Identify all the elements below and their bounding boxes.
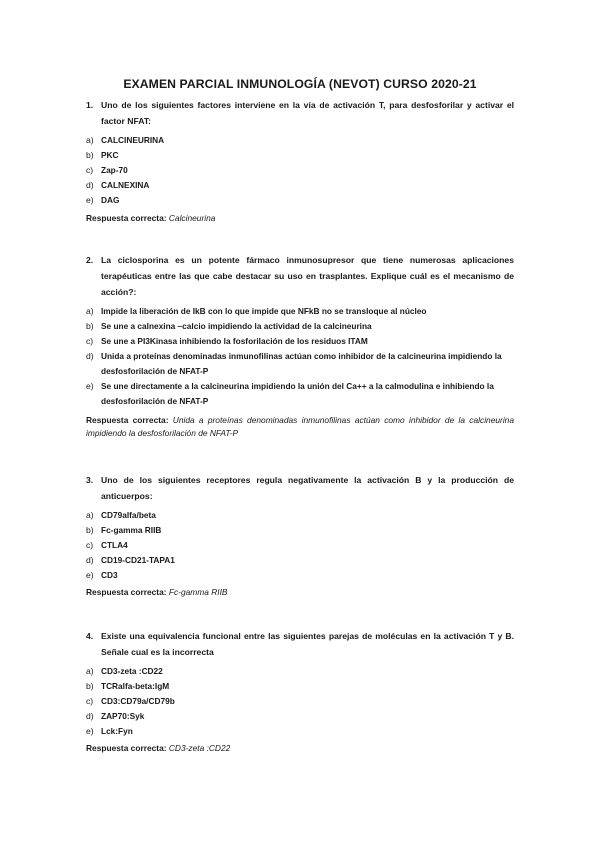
option-letter: c) [86, 165, 94, 175]
answer-label: Respuesta correcta: [86, 415, 169, 425]
question-4 [86, 628, 514, 739]
option-d [86, 349, 514, 379]
option-text: Fc-gamma RIIB [101, 525, 162, 535]
option-letter: c) [86, 696, 94, 706]
option-letter: e) [86, 726, 94, 736]
option-text: Se une a PI3Kinasa inhibiendo la fosforilación de los residuos ITAM [101, 336, 368, 346]
option-c [86, 694, 514, 709]
option-letter: d) [86, 180, 94, 190]
option-e [86, 379, 514, 409]
question-text [86, 628, 514, 660]
option-a [86, 508, 514, 523]
answer-text: Fc-gamma RIIB [168, 587, 228, 597]
option-a [86, 664, 514, 679]
answer-label: Respuesta correcta: [86, 587, 167, 597]
option-letter: b) [86, 150, 94, 160]
question-body: Existe una equivalencia funcional entre las siguientes parejas de moléculas en la activación T y B. Señale cual es la incorrecta [101, 631, 514, 657]
options-list [86, 508, 514, 583]
options-list [86, 133, 514, 208]
exam-title: EXAMEN PARCIAL INMUNOLOGÍA (NEVOT) CURSO 2020-21 [123, 77, 477, 91]
question-number: 3. [86, 475, 94, 485]
question-3 [86, 472, 514, 583]
question-body: La ciclosporina es un potente fármaco inmunosupresor que tiene numerosas aplicaciones terapéuticas entre las que cabe destacar su uso en trasplantes. Explique cuál es el mecanismo de acción?: [101, 255, 514, 297]
question-1 [86, 97, 514, 208]
answer-label: Respuesta correcta: [86, 743, 167, 753]
question-text [86, 252, 514, 300]
answer-label: Respuesta correcta: [86, 213, 167, 223]
option-text: CTLA4 [101, 540, 128, 550]
option-b [86, 148, 514, 163]
answer-3 [86, 586, 514, 599]
option-b [86, 523, 514, 538]
question-number: 4. [86, 631, 94, 641]
option-text: CD3 [101, 570, 118, 580]
option-letter: d) [86, 351, 94, 361]
option-text: Se une a calnexina –calcio impidiendo la actividad de la calcineurina [101, 321, 372, 331]
answer-text: CD3-zeta :CD22 [168, 743, 231, 753]
question-number: 1. [86, 100, 94, 110]
option-d [86, 178, 514, 193]
option-text: CALNEXINA [101, 180, 150, 190]
option-letter: e) [86, 570, 94, 580]
option-a [86, 304, 514, 319]
option-letter: b) [86, 525, 94, 535]
option-letter: d) [86, 555, 94, 565]
option-text: CD79alfa/beta [101, 510, 156, 520]
option-text: CD3:CD79a/CD79b [101, 696, 175, 706]
question-text [86, 472, 514, 504]
option-letter: c) [86, 540, 94, 550]
option-letter: c) [86, 336, 94, 346]
option-a [86, 133, 514, 148]
question-2 [86, 252, 514, 409]
option-letter: b) [86, 681, 94, 691]
option-text: Zap-70 [101, 165, 128, 175]
answer-text: Unida a proteínas denominadas inmunofilinas actúan como inhibidor de la calcineurina impidiendo la desfosforilación de NFAT-P [86, 415, 514, 438]
option-b [86, 679, 514, 694]
options-list [86, 304, 514, 409]
option-text: PKC [101, 150, 119, 160]
option-text: Lck:Fyn [101, 726, 133, 736]
answer-4 [86, 742, 514, 755]
option-letter: e) [86, 381, 94, 391]
option-text: Unida a proteínas denominadas inmunofilinas actúan como inhibidor de la calcineurina impidiendo la desfosforilación de NFAT-P [101, 351, 502, 376]
answer-text: Calcineurina [168, 213, 216, 223]
option-e [86, 568, 514, 583]
option-letter: d) [86, 711, 94, 721]
option-letter: a) [86, 306, 94, 316]
option-text: TCRalfa-beta:IgM [101, 681, 170, 691]
option-letter: e) [86, 195, 94, 205]
option-d [86, 709, 514, 724]
answer-1 [86, 212, 514, 225]
option-text: CD19-CD21-TAPA1 [101, 555, 175, 565]
question-body: Uno de los siguientes receptores regula negativamente la activación B y la producción de anticuerpos: [101, 475, 514, 501]
option-letter: a) [86, 135, 94, 145]
option-letter: a) [86, 510, 94, 520]
option-b [86, 319, 514, 334]
options-list [86, 664, 514, 739]
option-d [86, 553, 514, 568]
option-text: CD3-zeta :CD22 [101, 666, 163, 676]
option-c [86, 334, 514, 349]
option-text: CALCINEURINA [101, 135, 165, 145]
answer-2 [86, 414, 514, 440]
option-letter: b) [86, 321, 94, 331]
question-text [86, 97, 514, 129]
option-text: ZAP70:Syk [101, 711, 145, 721]
question-number: 2. [86, 255, 94, 265]
option-c [86, 163, 514, 178]
option-letter: a) [86, 666, 94, 676]
question-body: Uno de los siguientes factores interviene en la vía de activación T, para desfosforilar y activar el factor NFAT: [101, 100, 514, 126]
option-text: DAG [101, 195, 120, 205]
option-e [86, 724, 514, 739]
option-text: Impide la liberación de IkB con lo que impide que NFkB no se transloque al núcleo [101, 306, 427, 316]
option-text: Se une directamente a la calcineurina impidiendo la unión del Ca++ a la calmodulina e inhibiendo la desfosforilación de NFAT-P [101, 381, 494, 406]
option-c [86, 538, 514, 553]
option-e [86, 193, 514, 208]
